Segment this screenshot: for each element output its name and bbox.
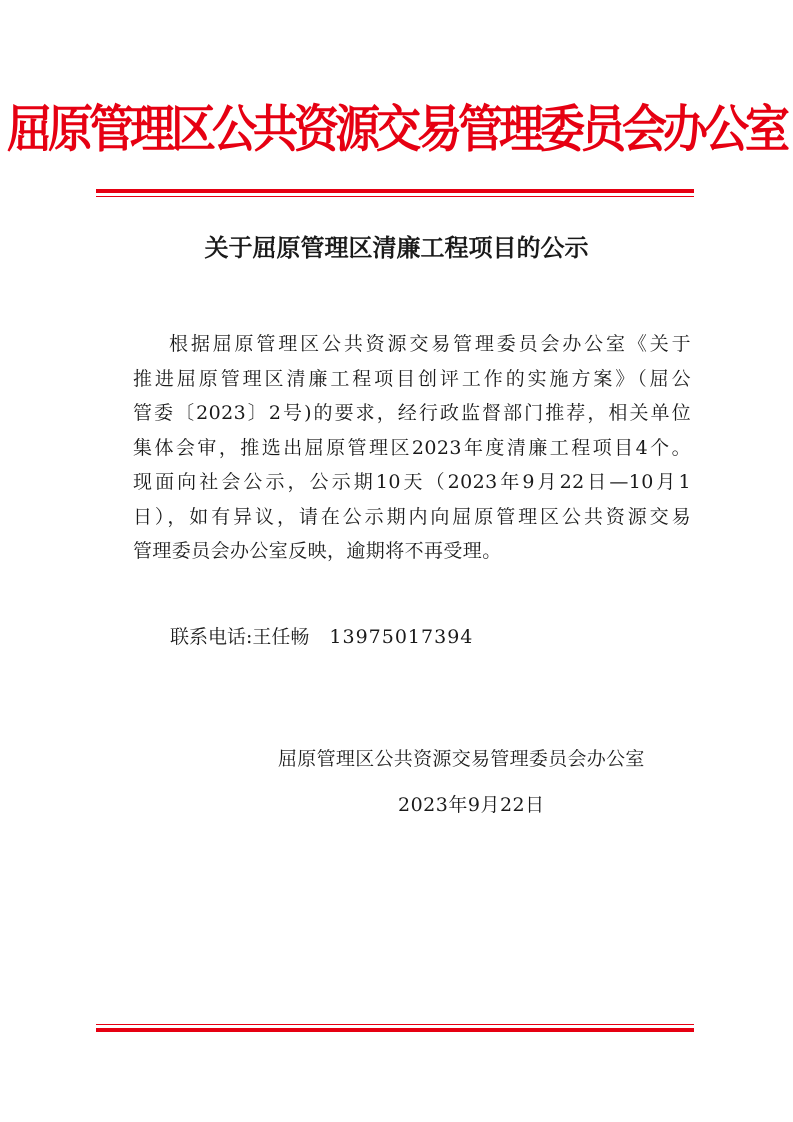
issuing-org-header: 屈原管理区公共资源交易管理委员会办公室 (6, 99, 786, 159)
body-line: 日），如有异议，请在公示期内向屈原管理区公共资源交易 (133, 505, 691, 528)
document-body (133, 327, 691, 569)
contact-info (170, 620, 473, 654)
body-line: 集体会审，推选出屈原管理区2023年度清廉工程项目4个。 (133, 436, 691, 459)
body-line: 管委〔2023〕2号)的要求，经行政监督部门推荐，相关单位 (133, 402, 691, 424)
signature-org: 屈原管理区公共资源交易管理委员会办公室 (278, 748, 645, 770)
footer-red-rule-thick (96, 1028, 694, 1032)
body-line: 根据屈原管理区公共资源交易管理委员会办公室《关于 (169, 333, 691, 355)
body-line: 推进屈原管理区清廉工程项目创评工作的实施方案》（屈公 (133, 367, 691, 390)
body-line: 管理委员会办公室反映，逾期将不再受理。 (133, 540, 502, 562)
footer-red-rule-thin (96, 1024, 694, 1025)
body-line: 现面向社会公示，公示期10天（2023年9月22日—10月1 (133, 471, 691, 493)
signature-date: 2023年9月22日 (398, 794, 545, 816)
document-title: 关于屈原管理区清廉工程项目的公示 (204, 233, 589, 262)
contact-label: 联系电话:王任畅 (170, 626, 310, 648)
contact-phone: 13975017394 (329, 626, 474, 648)
header-red-rule-thick (96, 189, 694, 193)
header-red-rule-thin (96, 196, 694, 197)
